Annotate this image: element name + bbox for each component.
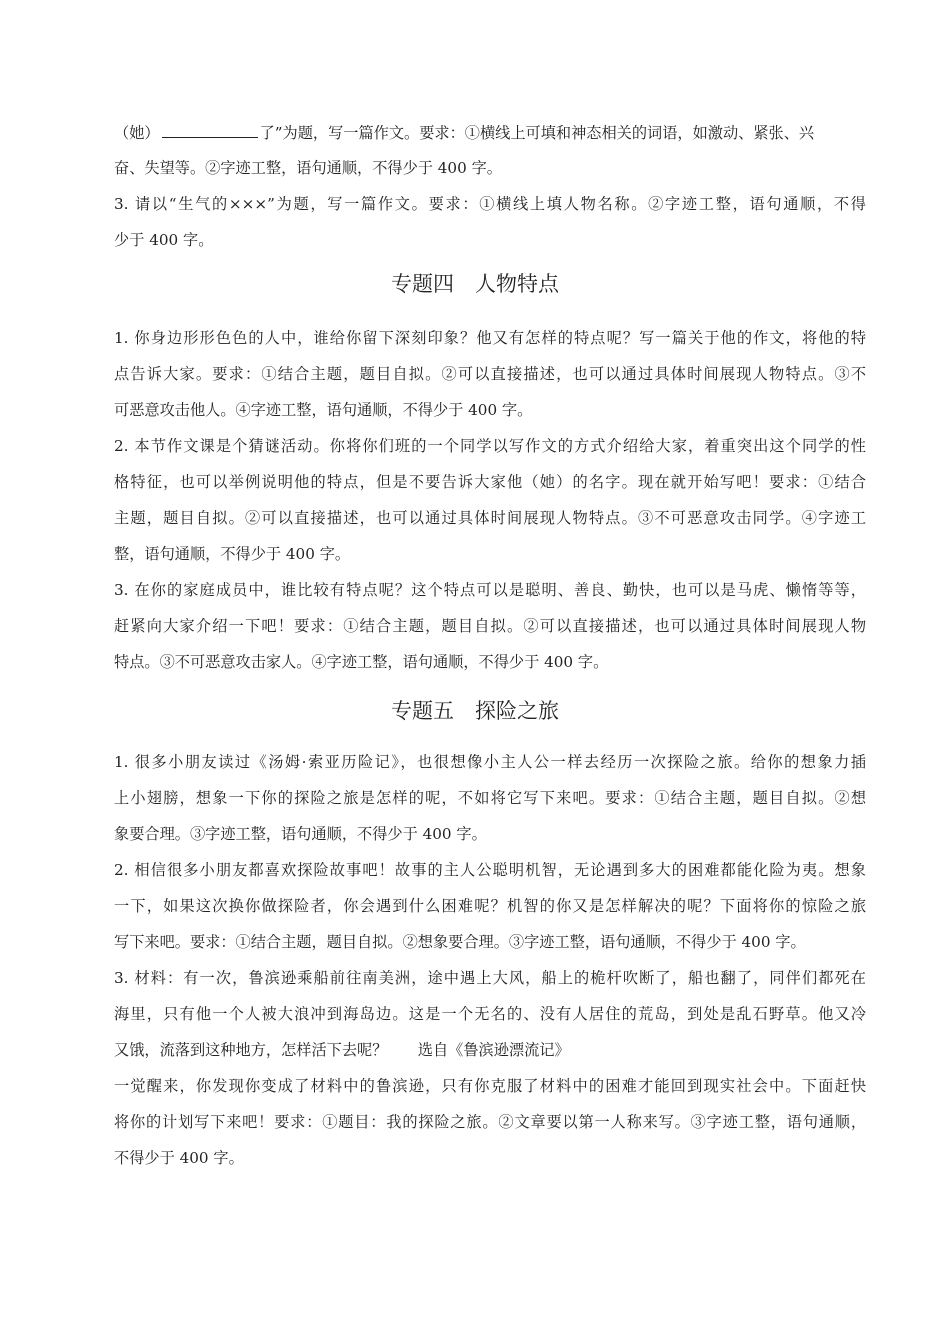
text-line: 又饿，流落到这种地方，怎样活下去呢？ 选自《鲁滨逊漂流记》 xyxy=(114,1041,570,1059)
text-line: 格特征，也可以举例说明他的特点，但是不要告诉大家他（她）的名字。现在就开始写吧！要求：①结合 xyxy=(114,473,866,491)
fill-in-blank xyxy=(162,122,258,138)
text-line: 1. 很多小朋友读过《汤姆·索亚历险记》，也很想像小主人公一样去经历一次探险之旅。给你的想象力插 xyxy=(114,753,866,771)
text-line: 一下，如果这次换你做探险者，你会遇到什么困难呢？机智的你又是怎样解决的呢？下面将你的惊险之旅 xyxy=(114,897,866,915)
text-line: 点告诉大家。要求：①结合主题，题目自拟。②可以直接描述，也可以通过具体时间展现人物特点。③不 xyxy=(114,365,866,383)
text-line: 1. 你身边形形色色的人中，谁给你留下深刻印象？他又有怎样的特点呢？写一篇关于他的作文，将他的特 xyxy=(114,329,866,347)
text-line: 上小翅膀，想象一下你的探险之旅是怎样的呢，不如将它写下来吧。要求：①结合主题，题目自拟。②想 xyxy=(114,789,866,807)
text-line: 奋、失望等。②字迹工整，语句通顺，不得少于 400 字。 xyxy=(114,159,502,177)
text-line: 主题，题目自拟。②可以直接描述，也可以通过具体时间展现人物特点。③不可恶意攻击同学。④字迹工 xyxy=(114,509,866,527)
text-line: 3. 请以“生气的×××”为题，写一篇作文。要求：①横线上填人物名称。②字迹工整，语句通顺，不得 xyxy=(114,195,866,213)
text-line: 3. 材料：有一次，鲁滨逊乘船前往南美洲，途中遇上大风，船上的桅杆吹断了，船也翻了，同伴们都死在 xyxy=(114,969,866,987)
text-line: 少于 400 字。 xyxy=(114,231,214,249)
text-line: 不得少于 400 字。 xyxy=(114,1149,244,1167)
text-line: 写下来吧。要求：①结合主题，题目自拟。②想象要合理。③字迹工整，语句通顺，不得少于 400 字。 xyxy=(114,933,806,951)
text-line: 3. 在你的家庭成员中，谁比较有特点呢？这个特点可以是聪明、善良、勤快，也可以是马虎、懒惰等等， xyxy=(114,581,866,599)
section-heading: 专题五 探险之旅 xyxy=(391,699,559,723)
text-line: 2. 相信很多小朋友都喜欢探险故事吧！故事的主人公聪明机智，无论遇到多大的困难都能化险为夷。想象 xyxy=(114,861,866,879)
text-line: （她） 了”为题，写一篇作文。要求：①横线上可填和神态相关的词语，如激动、紧张、兴 xyxy=(114,124,815,142)
text-line: 赶紧向大家介绍一下吧！要求：①结合主题，题目自拟。②可以直接描述，也可以通过具体时间展现人物 xyxy=(114,617,866,635)
section-heading: 专题四 人物特点 xyxy=(391,272,559,296)
text-line: 将你的计划写下来吧！要求：①题目：我的探险之旅。②文章要以第一人称来写。③字迹工整，语句通顺， xyxy=(114,1113,866,1131)
text-line: 一觉醒来，你发现你变成了材料中的鲁滨逊，只有你克服了材料中的困难才能回到现实社会中。下面赶快 xyxy=(114,1077,866,1095)
text-line: 象要合理。③字迹工整，语句通顺，不得少于 400 字。 xyxy=(114,825,487,843)
text-line: 可恶意攻击他人。④字迹工整，语句通顺，不得少于 400 字。 xyxy=(114,401,533,419)
text-line: 整，语句通顺，不得少于 400 字。 xyxy=(114,545,351,563)
text-line: 海里，只有他一个人被大浪冲到海岛边。这是一个无名的、没有人居住的荒岛，到处是乱石野草。他又冷 xyxy=(114,1005,866,1023)
text-line: 2. 本节作文课是个猜谜活动。你将你们班的一个同学以写作文的方式介绍给大家，着重突出这个同学的性 xyxy=(114,437,866,455)
text-line: 特点。③不可恶意攻击家人。④字迹工整，语句通顺，不得少于 400 字。 xyxy=(114,653,609,671)
